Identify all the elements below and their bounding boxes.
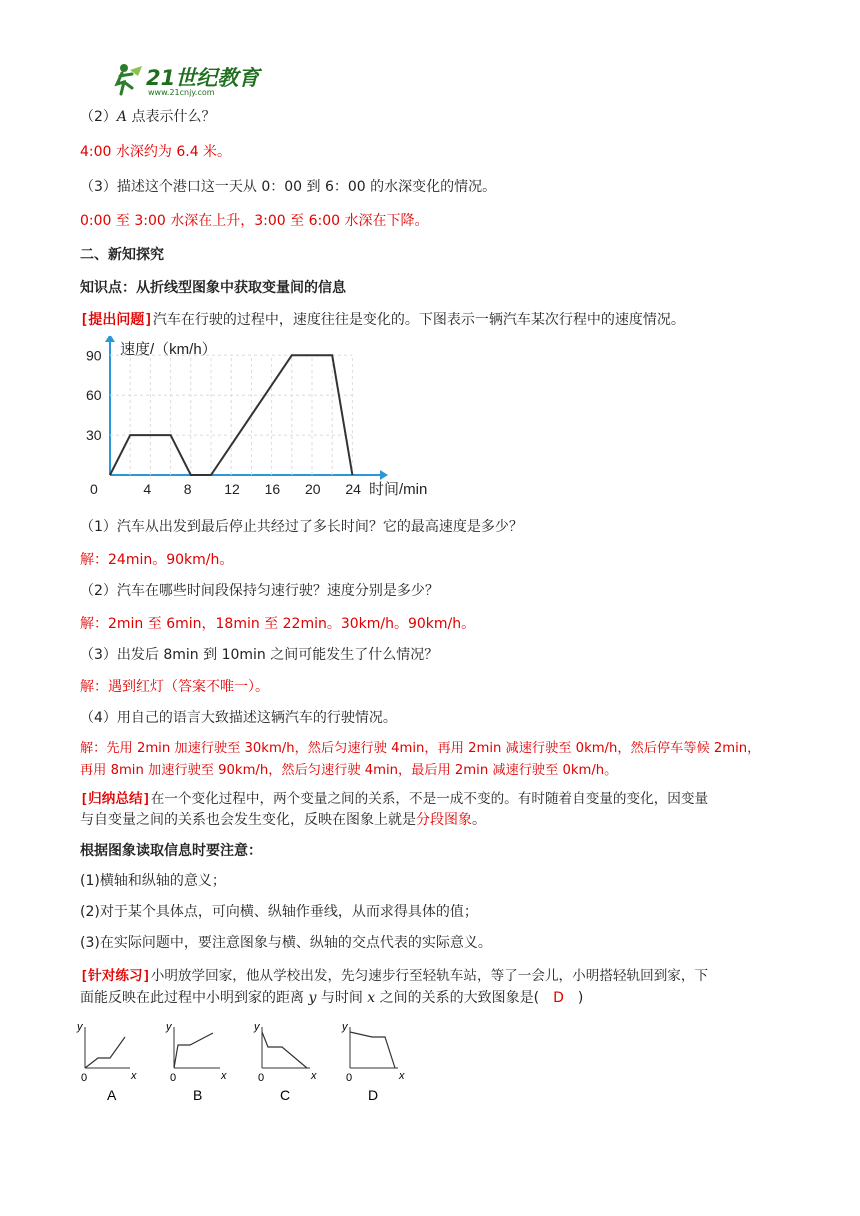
car-question-4: （4）用自己的语言大致描述这辆汽车的行驶情况。 <box>80 710 397 726</box>
logo-url: www.21cnjy.com <box>148 88 215 97</box>
practice-line2: 面能反映在此过程中小明到家的距离 y 与时间 x 之间的关系的大致图象是( D ) <box>80 990 584 1006</box>
x-tick-label: 20 <box>305 481 321 497</box>
note-item-1: (1)横轴和纵轴的意义； <box>80 873 226 889</box>
svg-text:x: x <box>131 1070 137 1082</box>
logo-brand: 21世纪教育 <box>146 66 260 90</box>
x-tick-label: 12 <box>224 481 240 497</box>
svg-text:0: 0 <box>170 1072 177 1084</box>
option-graph-a <box>76 1021 137 1103</box>
car-question-3: （3）出发后 8min 到 10min 之间可能发生了什么情况？ <box>80 647 439 663</box>
svg-text:0: 0 <box>81 1072 88 1084</box>
x-axis-arrow-icon <box>380 470 388 480</box>
option-label-a: A <box>107 1087 117 1103</box>
option-label-b: B <box>193 1087 203 1103</box>
svg-text:y: y <box>77 1021 83 1033</box>
svg-text:x: x <box>399 1070 405 1082</box>
section-title: 二、新知探究 <box>80 247 164 263</box>
car-answer-2: 解：2min 至 6min，18min 至 22min。30km/h。90km/h。 <box>80 616 476 632</box>
x-tick-label: 0 <box>90 481 98 497</box>
y-axis-arrow-icon <box>105 336 115 342</box>
y-tick-label: 60 <box>86 387 102 404</box>
y-tick-label: 90 <box>86 347 102 364</box>
speed-chart <box>80 336 460 504</box>
svg-text:x: x <box>221 1070 227 1082</box>
option-label-d: D <box>368 1087 379 1103</box>
answer-3: 0:00 至 3:00 水深在上升，3:00 至 6:00 水深在下降。 <box>80 213 429 229</box>
option-label-c: C <box>280 1087 291 1103</box>
practice-answer: D <box>553 990 564 1006</box>
knowledge-point: 知识点：从折线型图象中获取变量间的信息 <box>80 280 346 296</box>
car-answer-3: 解：遇到红灯（答案不唯一）。 <box>80 679 269 695</box>
y-axis-label: 速度/（km/h） <box>120 341 217 358</box>
car-question-2: （2）汽车在哪些时间段保持匀速行驶？速度分别是多少？ <box>80 583 439 599</box>
notes-title: 根据图象读取信息时要注意： <box>80 843 262 859</box>
svg-text:y: y <box>166 1021 172 1033</box>
svg-text:y: y <box>254 1021 260 1033</box>
summary-line1: [归纳总结]在一个变化过程中，两个变量之间的关系，不是一成不变的。有时随着自变量的变化，因变量 <box>80 791 709 807</box>
x-tick-label: 16 <box>264 481 281 497</box>
svg-text:x: x <box>311 1070 317 1082</box>
x-tick-label: 4 <box>143 481 152 497</box>
intro-paragraph: [提出问题]汽车在行驶的过程中，速度往往是变化的。下图表示一辆汽车某次行程中的速度情况。 <box>80 312 685 328</box>
logo <box>112 60 262 100</box>
x-tick-label: 24 <box>345 481 361 497</box>
x-axis-label: 时间/min <box>369 481 428 498</box>
note-item-2: (2)对于某个具体点，可向横、纵轴作垂线，从而求得具体的值； <box>80 904 478 920</box>
svg-text:0: 0 <box>346 1072 353 1084</box>
car-question-1: （1）汽车从出发到最后停止共经过了多长时间？它的最高速度是多少？ <box>80 519 523 535</box>
speed-line <box>110 355 352 475</box>
y-tick-label: 30 <box>86 427 102 444</box>
option-graph-b <box>165 1021 227 1103</box>
car-answer-1: 解：24min。90km/h。 <box>80 552 234 568</box>
option-graph-d <box>341 1021 405 1103</box>
svg-text:y: y <box>342 1021 348 1033</box>
x-tick-label: 8 <box>183 481 192 497</box>
car-answer-4-line1: 解：先用 2min 加速行驶至 30km/h，然后匀速行驶 4min，再用 2min 减速行驶至 0km/h，然后停车等候 2min， <box>80 741 761 756</box>
car-answer-4-line2: 再用 8min 加速行驶至 90km/h，然后匀速行驶 4min，最后用 2min 减速行驶至 0km/h。 <box>80 763 618 778</box>
option-graph-c <box>253 1021 317 1103</box>
note-item-3: (3)在实际问题中，要注意图象与横、纵轴的交点代表的实际意义。 <box>80 935 492 951</box>
question-2: （2）A 点表示什么？ <box>80 109 216 125</box>
answer-2: 4:00 水深约为 6.4 米。 <box>80 144 232 160</box>
option-graphs <box>70 1015 420 1110</box>
question-3: （3）描述这个港口这一天从 0：00 到 6：00 的水深变化的情况。 <box>80 179 497 195</box>
summary-line2: 与自变量之间的关系也会发生变化，反映在图象上就是分段图象。 <box>80 812 486 828</box>
svg-text:0: 0 <box>258 1072 265 1084</box>
practice-line1: [针对练习]小明放学回家，他从学校出发，先匀速步行至轻轨车站，等了一会儿，小明搭轻轨回到家，下 <box>80 968 709 984</box>
